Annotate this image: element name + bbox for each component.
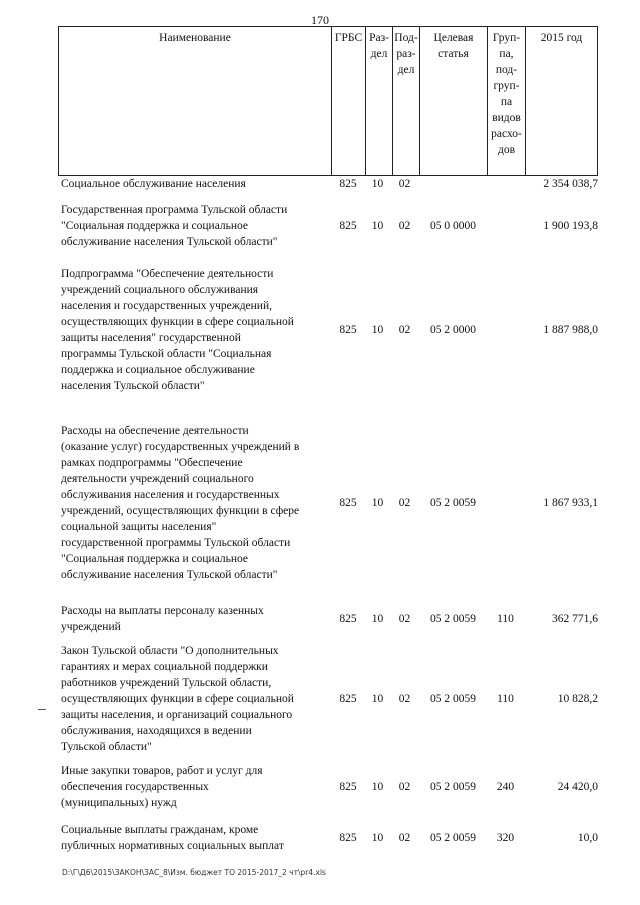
row-grbs: 825 <box>339 613 357 625</box>
row-expense-group: 240 <box>496 781 515 793</box>
header-grbs: ГРБС <box>331 27 365 175</box>
margin-mark <box>38 709 46 710</box>
row-expense-group: 110 <box>497 613 514 625</box>
row-grbs: 825 <box>339 178 357 190</box>
row-name-line: учреждений, осуществляющих функции в сфере <box>61 505 300 517</box>
row-amount-2015: 362 771,6 <box>552 613 598 625</box>
row-grbs: 825 <box>339 324 357 336</box>
row-grbs: 825 <box>339 693 357 705</box>
row-name-line: защиты населения" государственной <box>61 332 241 344</box>
row-name-line: рамках подпрограммы "Обеспечение <box>61 457 243 469</box>
table-row <box>0 423 640 583</box>
row-podrazdel: 02 <box>398 693 411 705</box>
row-razdel: 10 <box>371 324 384 336</box>
row-name-line: (оказание услуг) государственных учреждений в <box>61 441 300 453</box>
row-podrazdel: 02 <box>398 178 411 190</box>
row-target-article: 05 2 0000 <box>430 324 476 336</box>
row-grbs: 825 <box>339 497 357 509</box>
row-razdel: 10 <box>371 781 384 793</box>
row-name-line: Расходы на обеспечение деятельности <box>61 425 249 437</box>
row-target-article: 05 2 0059 <box>430 832 476 844</box>
row-name-line: обслуживания, находящихся в ведении <box>61 725 252 737</box>
row-name-line: осуществляющих функции в сфере социальной <box>61 693 294 705</box>
row-name-line: гарантиях и мерах социальной поддержки <box>61 661 268 673</box>
row-amount-2015: 10 828,2 <box>557 693 598 705</box>
row-name-line: Расходы на выплаты персоналу казенных <box>61 605 264 617</box>
row-podrazdel: 02 <box>398 613 411 625</box>
table-row <box>0 176 640 192</box>
header-name: Наименование <box>159 32 231 44</box>
row-name-line: обслуживание населения Тульской области" <box>61 236 278 248</box>
row-name-line: Государственная программа Тульской области <box>61 204 288 216</box>
row-name-line: Закон Тульской области "О дополнительных <box>61 645 279 657</box>
row-name-line: деятельности учреждений социального <box>61 473 254 485</box>
row-razdel: 10 <box>371 178 384 190</box>
file-path-footer: D:\Г\Д6\2015\ЗАКОН\ЗАС_8\Изм. бюджет ТО 2015-2017_2 чт\рr4.xls <box>62 868 326 877</box>
row-name-line: защиты населения, и организаций социального <box>61 709 293 721</box>
header-podrazdel: Под- раз- дел <box>392 27 419 175</box>
row-name <box>61 643 327 755</box>
row-expense-group: 110 <box>497 693 514 705</box>
row-podrazdel: 02 <box>398 832 411 844</box>
row-name-line: Подпрограмма "Обеспечение деятельности <box>61 268 274 280</box>
row-name-line: осуществляющих функции в сфере социальной <box>61 316 294 328</box>
row-name-line: программы Тульской области "Социальная <box>61 348 272 360</box>
row-amount-2015: 2 354 038,7 <box>543 178 598 190</box>
row-amount-2015: 1 900 193,8 <box>543 220 598 232</box>
row-razdel: 10 <box>371 220 384 232</box>
row-podrazdel: 02 <box>398 220 411 232</box>
row-grbs: 825 <box>339 832 357 844</box>
row-name-line: "Социальная поддержка и социальное <box>61 553 249 565</box>
row-name-line: Социальные выплаты гражданам, кроме <box>61 824 259 836</box>
header-group: Груп- па, под- груп- па видов расхо- дов <box>487 27 525 175</box>
row-name-line: (муниципальных) нужд <box>61 797 177 809</box>
row-razdel: 10 <box>371 832 384 844</box>
row-name <box>61 423 327 583</box>
row-name-line: "Социальная поддержка и социальное <box>61 220 249 232</box>
row-name <box>61 603 327 635</box>
row-name <box>61 266 327 394</box>
page-number: 170 <box>311 13 329 27</box>
row-name-line: Социальное обслуживание населения <box>61 178 246 190</box>
row-target-article: 05 0 0000 <box>430 220 476 232</box>
row-target-article: 05 2 0059 <box>430 693 476 705</box>
row-name-line: Тульской области" <box>61 741 152 753</box>
row-name-line: населения Тульской области" <box>61 380 205 392</box>
row-podrazdel: 02 <box>398 497 411 509</box>
row-name-line: государственной программы Тульской области <box>61 537 291 549</box>
row-amount-2015: 1 867 933,1 <box>543 497 598 509</box>
row-grbs: 825 <box>339 781 357 793</box>
row-name-line: Иные закупки товаров, работ и услуг для <box>61 765 263 777</box>
row-name <box>61 202 327 250</box>
row-amount-2015: 1 887 988,0 <box>543 324 598 336</box>
table-row <box>0 763 640 811</box>
row-name <box>61 763 327 811</box>
header-year: 2015 год <box>525 27 597 175</box>
table-row <box>0 266 640 394</box>
row-name-line: обслуживания населения и государственных <box>61 489 280 501</box>
table-row <box>0 603 640 635</box>
row-name-line: учреждений <box>61 621 121 633</box>
row-razdel: 10 <box>371 693 384 705</box>
header-target: Целевая статья <box>419 27 487 175</box>
row-name-line: обслуживание населения Тульской области" <box>61 569 278 581</box>
row-razdel: 10 <box>371 613 384 625</box>
row-podrazdel: 02 <box>398 324 411 336</box>
row-name-line: населения и государственных учреждений, <box>61 300 272 312</box>
row-podrazdel: 02 <box>398 781 411 793</box>
row-name-line: социальной защиты населения" <box>61 521 217 533</box>
row-target-article: 05 2 0059 <box>430 781 476 793</box>
row-amount-2015: 10,0 <box>577 832 598 844</box>
header-razdel: Раз- дел <box>365 27 392 175</box>
row-grbs: 825 <box>339 220 357 232</box>
row-name <box>61 176 327 192</box>
row-name-line: учреждений социального обслуживания <box>61 284 259 296</box>
table-row <box>0 822 640 854</box>
row-name-line: поддержка и социальное обслуживание <box>61 364 255 376</box>
row-name-line: обеспечения государственных <box>61 781 209 793</box>
row-name <box>61 822 327 854</box>
table-row <box>0 202 640 250</box>
row-target-article: 05 2 0059 <box>430 497 476 509</box>
row-name-line: публичных нормативных социальных выплат <box>61 840 284 852</box>
row-target-article: 05 2 0059 <box>430 613 476 625</box>
row-expense-group: 320 <box>496 832 515 844</box>
row-name-line: работников учреждений Тульской области, <box>61 677 272 689</box>
row-amount-2015: 24 420,0 <box>557 781 598 793</box>
table-row <box>0 643 640 755</box>
row-razdel: 10 <box>371 497 384 509</box>
